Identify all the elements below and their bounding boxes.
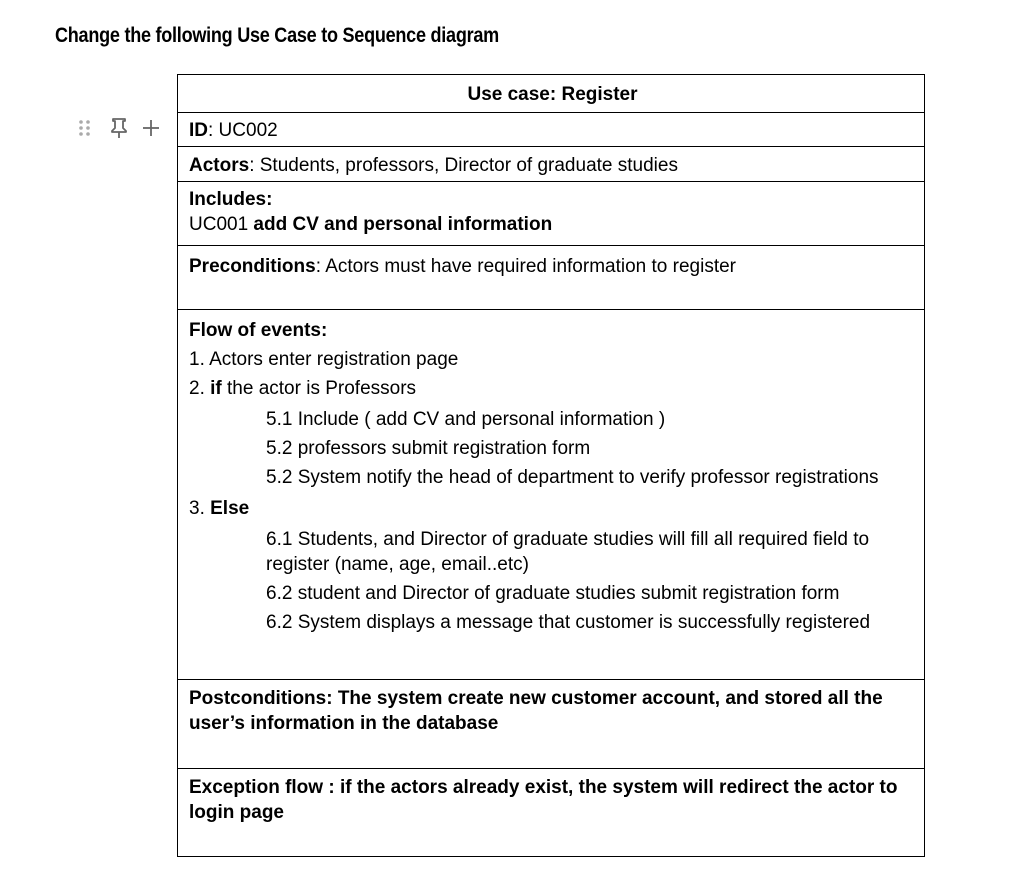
id-row <box>178 112 924 146</box>
flow-step-3-else: Else <box>210 498 250 519</box>
flow-sub-5-2b: 5.2 System notify the head of department to verify professor registrations <box>266 467 879 488</box>
use-case-table <box>177 74 925 857</box>
flow-sub-6-1: 6.1 Students, and Director of graduate studies will fill all required field to register (name, age, email..etc) <box>266 529 870 575</box>
includes-code: UC001 <box>189 214 254 235</box>
id-label: ID <box>189 120 208 141</box>
flow-of-events-row <box>178 309 924 679</box>
preconditions-label: Preconditions <box>189 256 316 277</box>
actors-label: Actors <box>189 155 250 176</box>
exception-flow-row: Exception flow : if the actors already exist, the system will redirect the actor to login page <box>178 768 924 856</box>
flow-sub-5-2a: 5.2 professors submit registration form <box>266 438 591 459</box>
flow-step-2-if: if <box>210 378 222 399</box>
postconditions-row: Postconditions: The system create new customer account, and stored all the user’s information in the database <box>178 679 924 768</box>
includes-label: Includes: <box>189 189 273 210</box>
flow-label: Flow of events: <box>189 320 328 341</box>
flow-step-2-prefix: 2. <box>189 378 211 399</box>
flow-step-3 <box>189 494 916 523</box>
plus-icon[interactable] <box>142 119 160 137</box>
use-case-title: Use case: Register <box>467 84 638 105</box>
flow-step-2 <box>189 374 916 403</box>
flow-step-3-prefix: 3. <box>189 498 211 519</box>
block-toolbar <box>78 117 160 139</box>
preconditions-row <box>178 245 924 309</box>
flow-step-1: 1. Actors enter registration page <box>189 349 459 370</box>
includes-name: add CV and personal information <box>253 214 553 235</box>
page-heading: Change the following Use Case to Sequence diagram <box>55 24 499 47</box>
drag-handle-icon[interactable] <box>78 118 92 138</box>
flow-sub-6-2b: 6.2 System displays a message that customer is successfully registered <box>266 612 871 633</box>
includes-row <box>178 181 924 245</box>
pin-icon[interactable] <box>108 117 130 139</box>
actors-row <box>178 146 924 181</box>
actors-value: : Students, professors, Director of graduate studies <box>249 155 678 176</box>
flow-step-2-rest: the actor is Professors <box>221 378 417 399</box>
id-value: : UC002 <box>208 120 278 141</box>
flow-sub-6-2a: 6.2 student and Director of graduate studies submit registration form <box>266 583 840 604</box>
preconditions-value: : Actors must have required information to register <box>315 256 736 277</box>
flow-sub-5-1: 5.1 Include ( add CV and personal information ) <box>266 409 666 430</box>
